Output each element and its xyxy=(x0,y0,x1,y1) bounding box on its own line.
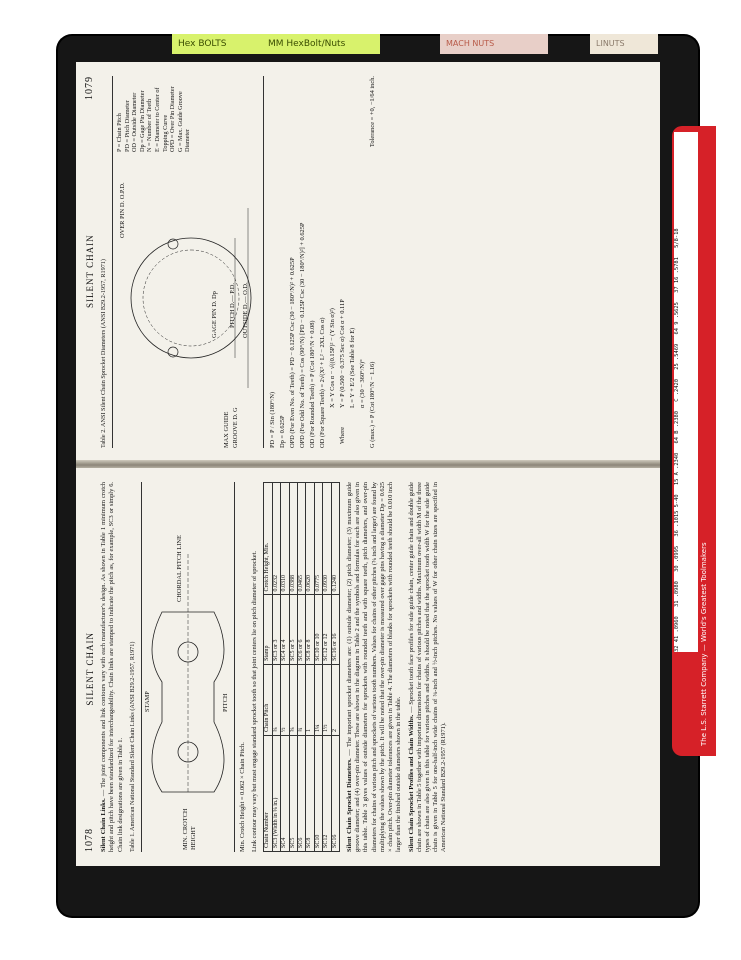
cell: SC5 xyxy=(289,735,297,851)
table-caption: Table 1. American National Standard Silent Chain Links (ANSI B29.2-1957, R1971) xyxy=(128,641,136,852)
ruler-row: 32 41 .0960 xyxy=(674,616,680,652)
chain-link-diagram xyxy=(141,482,235,852)
contour-note: Link contour may vary but must engage standard sprocket tooth so that joint centers lie on pitch diameter of sprocket. xyxy=(251,551,259,852)
cell: SC16 or 16 xyxy=(331,595,339,664)
symbol-legend xyxy=(116,82,192,152)
starrett-ruler-bookmark[interactable] xyxy=(672,126,716,756)
legend-item: PD = Pitch Diameter xyxy=(123,100,131,152)
formula-opd-even: OPD (For Even No. of Teeth) = PD − 0.125P Csc (30 − 180°/N)² + 0.625P xyxy=(289,257,297,448)
tab-label: LINUTS xyxy=(596,39,625,48)
page-number: 1078 xyxy=(84,828,95,852)
legend-item: E = Diameter to Center of Topping Curve xyxy=(153,87,169,152)
cell: SC6 xyxy=(298,735,306,851)
legend-item: OD = Outside Diameter xyxy=(131,92,139,152)
cell: ¾ xyxy=(298,664,306,735)
cell: 0.0232 xyxy=(272,483,280,596)
cell: 2 xyxy=(331,664,339,735)
cell: SC8 or 8 xyxy=(306,595,314,664)
table-row xyxy=(281,483,289,852)
formula-block xyxy=(268,76,378,448)
ruler-row: 37 16 .5781 xyxy=(674,257,680,293)
running-header xyxy=(86,76,94,448)
legend-item: OPD = Over Pin Diameter xyxy=(169,86,177,152)
ruler-row: 5/8-18 xyxy=(674,228,680,248)
page-1078 xyxy=(76,468,660,866)
table-row xyxy=(331,483,339,852)
paragraph-heading: Silent Chain Links. xyxy=(100,798,108,852)
cell: 0.0930 xyxy=(323,483,331,596)
table-row xyxy=(323,483,331,852)
label-min-crotch-height: MIN. CROTCH HEIGHT xyxy=(182,808,198,850)
tab-label: MM HexBolt/Nuts xyxy=(268,39,346,49)
page-number: 1079 xyxy=(84,76,95,100)
diagram-label-guide-groove: MAX GUIDE GROOVE D. G xyxy=(223,407,239,448)
ruler-row: 15 A .2340 xyxy=(674,452,680,486)
ruler-row: 25 .5469 xyxy=(674,343,680,370)
paragraph-silent-chain-links xyxy=(100,482,125,852)
chain-link-drawing xyxy=(142,492,234,852)
cell: 0.0388 xyxy=(289,483,297,596)
cell: SC12 xyxy=(323,735,331,851)
cell: ⅜ xyxy=(272,664,280,735)
paragraph-body: — The important sprocket diameters are: (1) outside diameter; (2) pitch diameter; (3) maximum guide groove diameter; and (4) over-pin diameter. These are shown in the diagram in Table 2 and the symbols and formulas for each are also given in this table. Table 3 gives values of outside diameters for sprockets with rounded teeth and with square teeth, pitch diameters, and over-pin diameters for chains of various pitch and sprockets of various tooth numbers. Values for chains of other pitches (⅝ inch and larger) are found by multiplying the values shown by the pitch. It will be noted that the over-pin diameter is measured over gage pins having a diameter Dp = 0.625 × chain pitch. Over-pin diameter tolerances are given in Table 4. The diameters of blanks for sprockets with rounded teeth should be 0.010 inch larger than the finished outside diameters shown in the table. xyxy=(346,482,403,852)
table-header: Chain Pitch xyxy=(264,664,272,735)
table-header: Crotch Height, Min. xyxy=(264,483,272,596)
ruler-row: 64 9 .5625 xyxy=(674,302,680,335)
diagram-label-over-pin: OVER PIN D. O.P.D. xyxy=(119,182,127,238)
table-row xyxy=(289,483,297,852)
formula-l: L = Y + E/2 (See Table 8 for E) xyxy=(349,327,357,408)
chain-links-table xyxy=(263,482,340,852)
ruler-row: 31 .0980 xyxy=(674,581,680,608)
table-header: Chain Number xyxy=(264,735,272,851)
formula-alpha: α = (30 − 360°/N)° xyxy=(359,359,367,408)
formula-dp: Dp = 0.625P xyxy=(279,415,287,448)
label-pitch: PITCH xyxy=(222,693,230,712)
running-head: SILENT CHAIN xyxy=(85,234,95,308)
cell: SC4 xyxy=(281,735,289,851)
cell: ½ xyxy=(281,664,289,735)
paragraph-heading: Silent Chain Sprocket Profiles and Chain Widths. xyxy=(407,714,415,852)
ruler-row: 30 .0995 xyxy=(674,545,680,572)
cell: SC6 or 6 xyxy=(298,595,306,664)
formula-opd-odd: OPD (For Odd No. of Teeth) = Cos (90°/N) [PD − 0.125P Csc (30 − 180°/N)²] + 0.625P xyxy=(299,222,307,448)
formula-x: X = Y Cos α − √((0.15P)² − (Y Sin α)²) xyxy=(329,308,337,408)
paragraph-body: — The joint components and link contours vary with each manufacturer's design. As shown in Table 1 minimum crotch height and pitch have been standardized for interchangeability. Chain links are stamped to indicate the pitch as, for example, SC3 or simply 6. Chain link designations are given in Table 1. xyxy=(100,482,124,852)
formula-od-rounded: OD (For Rounded Teeth) = P (Cot 180°/N + 0.08) xyxy=(309,320,317,448)
cell: 0.0310 xyxy=(281,483,289,596)
cell: 1½ xyxy=(323,664,331,735)
cell: SC8 xyxy=(306,735,314,851)
running-head: SILENT CHAIN xyxy=(85,632,95,706)
cell: SC12 or 12 xyxy=(323,595,331,664)
table-row xyxy=(314,483,322,852)
formula-od-square: OD (For Square Teeth) = 2√(X² + L² − 2XL Cos α) xyxy=(319,317,327,448)
ruler-row: C .2420 xyxy=(674,379,680,402)
formula-y: Y = P (0.500 − 0.375 Sec α) Cot α + 0.11P xyxy=(339,299,347,408)
table-caption: Table 2. ANSI Silent Chain Sprocket Diameters (ANSI B29.2-1957, R1971) xyxy=(100,259,108,448)
diagram-label-pitch-d: PITCH D.— P.D. xyxy=(229,283,237,328)
legend-item: P = Chain Pitch xyxy=(116,113,123,152)
label-chordal-pitch-line: CHORDAL PITCH LINE xyxy=(176,535,184,602)
diagram-label-outside-d: OUTSIDE D.— O.D. xyxy=(242,282,250,338)
ruler-row: 64 B .2380 xyxy=(674,410,680,444)
formula-pd: PD = P / Sin (180°/N) xyxy=(269,391,277,448)
paragraph-body: — Sprocket tooth face profiles for side guide chain, center guide chain and double guide chain are shown in Table 5 together with important dimensions for chains of various pitches and widths. Maximum over-all width M of the three types of chain are also given in this table for various pitches and widths. It should be noted that the sprocket tooth width W for the side guide chain is given in Table 5 for one-half-inch wide chains of ⅜-inch and ½-inch pitches. No values of W for other chain sizes are specified in American National Standard B29.2-1957 (R1971). xyxy=(407,482,448,852)
cell: 0.0620 xyxy=(306,483,314,596)
cell: SC10 xyxy=(314,735,322,851)
page-1079 xyxy=(76,62,660,462)
index-tab-nuts[interactable] xyxy=(590,34,658,54)
cell: SC4 or 4 xyxy=(281,595,289,664)
diagram-label-gage-pin: GAGE PIN D. Dp xyxy=(211,291,219,338)
table-row xyxy=(306,483,314,852)
paragraph-sprocket-profiles xyxy=(408,482,449,852)
table-row xyxy=(298,483,306,852)
paragraph-heading: Silent Chain Sprocket Diameters. xyxy=(346,758,354,852)
cell: SC16 xyxy=(331,735,339,851)
table-header: Stamp xyxy=(264,595,272,664)
cell: SC10 or 10 xyxy=(314,595,322,664)
legend-item: N = Number of Teeth xyxy=(146,98,154,152)
cell: 0.0465 xyxy=(298,483,306,596)
tab-label: Hex BOLTS xyxy=(178,39,227,49)
ruler-row: 36 .1015 5-40 xyxy=(674,494,680,537)
legend-item: G = Max. Guide Groove Diameter xyxy=(176,91,192,152)
index-tab-mach-nuts[interactable] xyxy=(440,34,548,54)
running-header xyxy=(86,482,94,852)
ruler-brand-text: The L.S. Starrett Company — World's Greatest Toolmakers xyxy=(700,542,708,746)
index-tab-mm-hexbolt-nuts[interactable] xyxy=(262,34,380,54)
paragraph-sprocket-diameters xyxy=(346,482,403,852)
cell: 0.0775 xyxy=(314,483,322,596)
decimal-equivalent-card xyxy=(674,132,698,652)
crotch-note: Min. Crotch Height = 0.062 × Chain Pitch. xyxy=(239,742,247,852)
table-row xyxy=(272,483,280,852)
cell: SC3 (Width in ⅛ in.) xyxy=(272,735,280,851)
cell: 1 xyxy=(306,664,314,735)
index-tab-hex-bolts[interactable] xyxy=(172,34,270,54)
tab-label: MACH NUTS xyxy=(446,39,495,48)
formula-g-max: G (max.) = P (Cot 180°/N − 1.16) xyxy=(369,361,377,448)
label-stamp: STAMP xyxy=(144,691,152,712)
legend-item: Dp = Gage Pin Diameter xyxy=(138,90,146,152)
tolerance-note: Tolerance = +0, −1/64 inch. xyxy=(369,76,377,148)
cell: ⅝ xyxy=(289,664,297,735)
cell: 0.1240 xyxy=(331,483,339,596)
sprocket-drawing xyxy=(113,148,263,448)
cell: 1¼ xyxy=(314,664,322,735)
cell: SC5 or 5 xyxy=(289,595,297,664)
cell: SC3 or 3 xyxy=(272,595,280,664)
where-label: Where xyxy=(339,426,347,444)
